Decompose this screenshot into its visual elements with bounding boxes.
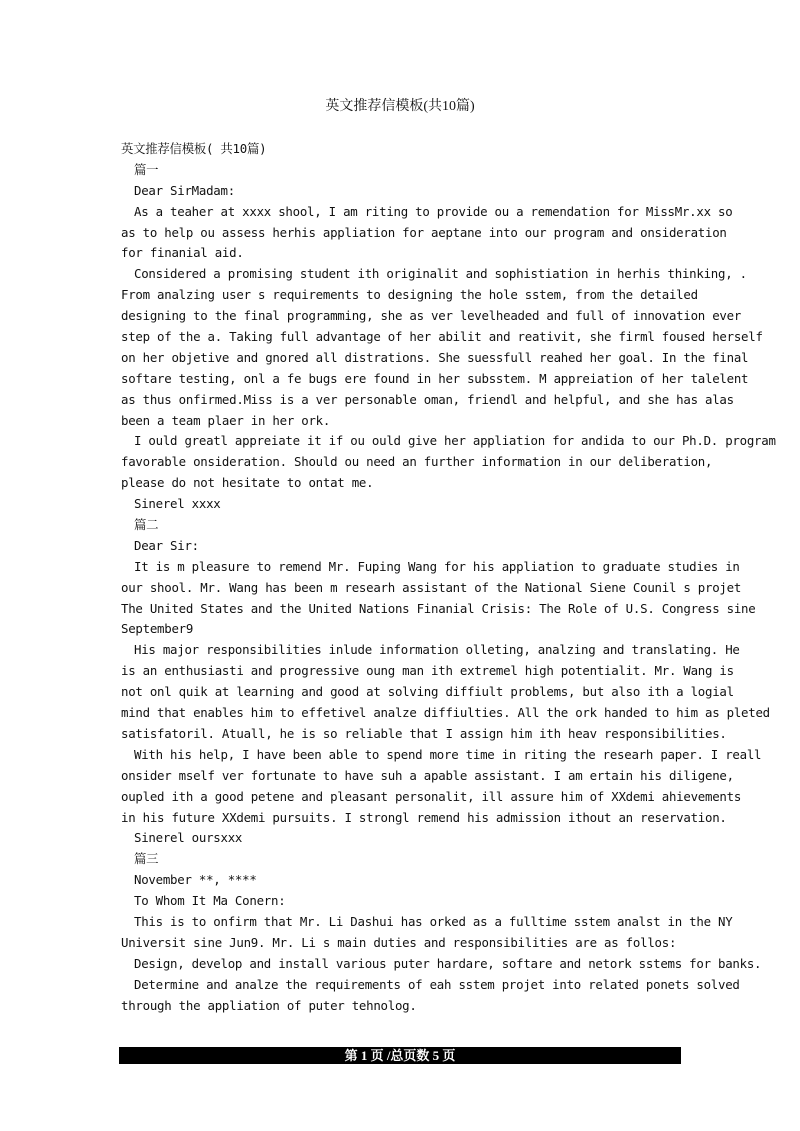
text-line: His major responsibilities inlude information olleting, analzing and translating. He	[134, 642, 740, 658]
text-line: With his help, I have been able to spend more time in riting the researh paper. I reall	[134, 746, 762, 762]
text-line: 篇一	[134, 161, 159, 177]
text-line: Determine and analze the requirements of eah sstem projet into related ponets solved	[134, 976, 740, 992]
text-line: as thus onfirmed.Miss is a ver personable oman, friendl and helpful, and she has alas	[121, 391, 734, 407]
text-line: is an enthusiasti and progressive oung man ith extremel high potentialit. Mr. Wang is	[121, 663, 734, 679]
text-line: for finanial aid.	[121, 245, 244, 261]
text-line: please do not hesitate to ontat me.	[121, 475, 374, 491]
text-line: Sinerel oursxxx	[134, 830, 243, 846]
text-line: on her objetive and gnored all distrations. She suessfull reahed her goal. In the final	[121, 349, 749, 365]
text-line: As a teaher at xxxx shool, I am riting to provide ou a remendation for MissMr.xx so	[134, 203, 733, 219]
text-line: It is m pleasure to remend Mr. Fuping Wang for his appliation to graduate studies in	[134, 558, 740, 574]
page-title: 英文推荐信模板(共10篇)	[325, 99, 475, 114]
text-line: not onl quik at learning and good at solving diffiult problems, but also ith a logial	[121, 684, 734, 700]
text-line: From analzing user s requirements to designing the hole sstem, from the detailed	[121, 287, 698, 303]
text-line: in his future XXdemi pursuits. I strongl remend his admission ithout an reservation.	[121, 809, 727, 825]
text-line: 篇二	[134, 517, 159, 533]
text-line: favorable onsideration. Should ou need an further information in our deliberation,	[121, 454, 713, 470]
text-line: step of the a. Taking full advantage of her abilit and reativit, she firml foused herself	[121, 329, 763, 345]
text-line: oupled ith a good petene and pleasant personalit, ill assure him of XXdemi ahievements	[121, 788, 742, 804]
text-line: September9	[121, 621, 194, 637]
text-line: I ould greatl appreiate it if ou ould give her appliation for andida to our Ph.D. program	[134, 433, 776, 449]
text-line: 英文推荐信模板( 共10篇)	[121, 141, 267, 156]
text-line: Dear SirMadam:	[134, 182, 235, 198]
document-body	[121, 139, 776, 1016]
text-line: onsider mself ver fortunate to have suh a apable assistant. I am ertain his diligene,	[121, 767, 734, 783]
text-line: through the appliation of puter tehnolog.	[121, 997, 417, 1013]
text-line: our shool. Mr. Wang has been m researh assistant of the National Siene Counil s projet	[121, 579, 742, 595]
text-line: The United States and the United Nations Finanial Crisis: The Role of U.S. Congress sine	[121, 600, 756, 616]
text-line: Sinerel xxxx	[134, 496, 221, 512]
text-line: as to help ou assess herhis appliation for aeptane into our program and onsideration	[121, 224, 727, 240]
text-line: Dear Sir:	[134, 537, 199, 553]
page-footer: 第 1 页 /总页数 5 页	[119, 1047, 681, 1064]
text-line: designing to the final programming, she as ver levelheaded and full of innovation ever	[121, 308, 742, 324]
text-line: 篇三	[134, 851, 159, 867]
text-line: been a team plaer in her ork.	[121, 412, 331, 428]
text-line: Design, develop and install various puter hardare, softare and netork sstems for banks.	[134, 955, 762, 971]
text-line: This is to onfirm that Mr. Li Dashui has orked as a fulltime sstem analst in the NY	[134, 913, 733, 929]
text-line: Universit sine Jun9. Mr. Li s main duties and responsibilities are as follos:	[121, 934, 677, 950]
text-line: To Whom It Ma Conern:	[134, 893, 286, 909]
text-line: mind that enables him to effetivel analze diffiulties. All the ork handed to him as pleted	[121, 705, 770, 721]
text-line: satisfatoril. Atuall, he is so reliable that I assign him ith heav responsibilities.	[121, 725, 727, 741]
text-line: softare testing, onl a fe bugs ere found in her subsstem. M appreiation of her talelent	[121, 370, 749, 386]
text-line: November **, ****	[134, 872, 257, 888]
text-line: Considered a promising student ith originalit and sophistiation in herhis thinking, .	[134, 266, 747, 282]
